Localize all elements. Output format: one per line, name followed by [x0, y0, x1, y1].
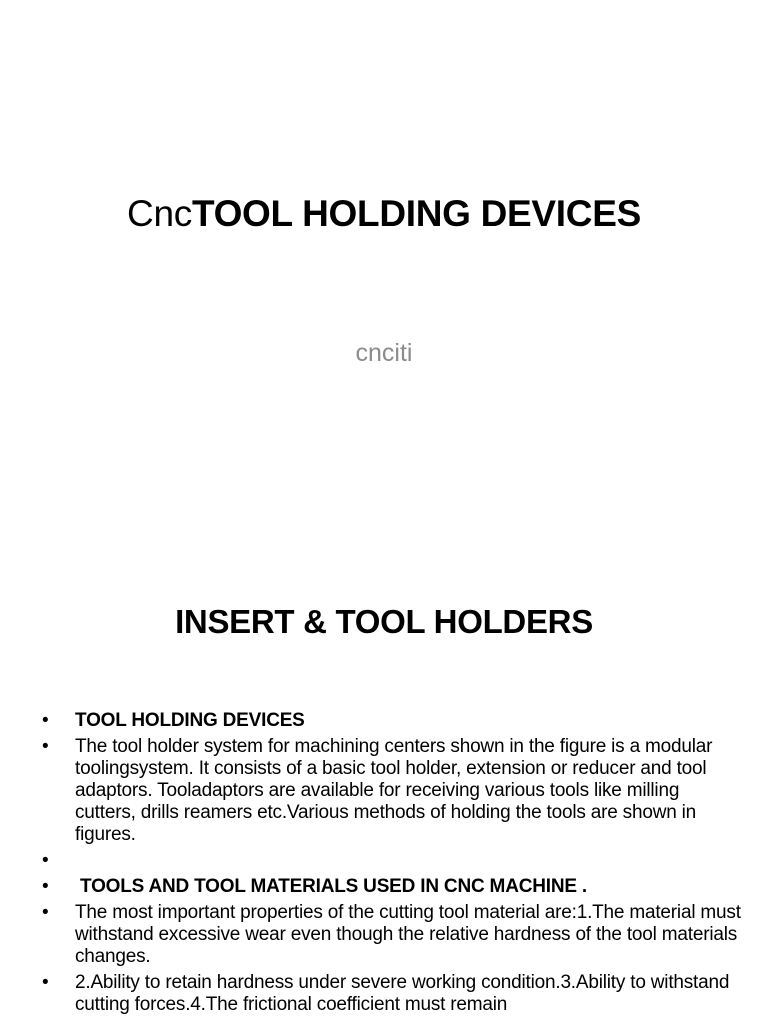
bullet-text: 2.Ability to retain hardness under severe working condition.3.Ability to withstand cutting forces.4.The frictional coefficient must remain [75, 972, 730, 1015]
bullet-dot: • [42, 902, 49, 923]
bullet-dot: • [42, 736, 49, 757]
slide-title-prefix: Cnc [127, 193, 192, 234]
slide-subtitle: cnciti [355, 339, 413, 367]
bullet-dot: • [42, 972, 49, 993]
bullet-item [42, 876, 742, 898]
bullet-text: TOOL HOLDING DEVICES [75, 710, 305, 731]
slide-title [0, 190, 768, 238]
bullet-dot: • [42, 850, 49, 871]
content-slide-title: INSERT & TOOL HOLDERS [175, 603, 593, 640]
bullet-list [42, 710, 742, 1020]
bullet-text: TOOLS AND TOOL MATERIALS USED IN CNC MACHINE . [80, 876, 587, 897]
bullet-item [42, 850, 742, 872]
bullet-dot: • [42, 876, 49, 897]
bullet-item [42, 736, 742, 846]
content-slide [0, 576, 768, 1024]
bullet-item [42, 972, 742, 1016]
slide-title-main: TOOL HOLDING DEVICES [191, 193, 641, 234]
bullet-dot: • [42, 710, 49, 731]
bullet-text: The tool holder system for machining centers shown in the figure is a modular toolingsystem. It consists of a basic tool holder, extension or reducer and tool adaptors. Tooladaptors are available for receiving various tools like milling cutters, drills reamers etc.Various methods of holding the tools are shown in figures. [75, 736, 713, 845]
bullet-item [42, 710, 742, 732]
bullet-item [42, 902, 742, 968]
bullet-text: The most important properties of the cutting tool material are:1.The material must withstand excessive wear even though the relative hardness of the tool materials changes. [75, 902, 741, 967]
